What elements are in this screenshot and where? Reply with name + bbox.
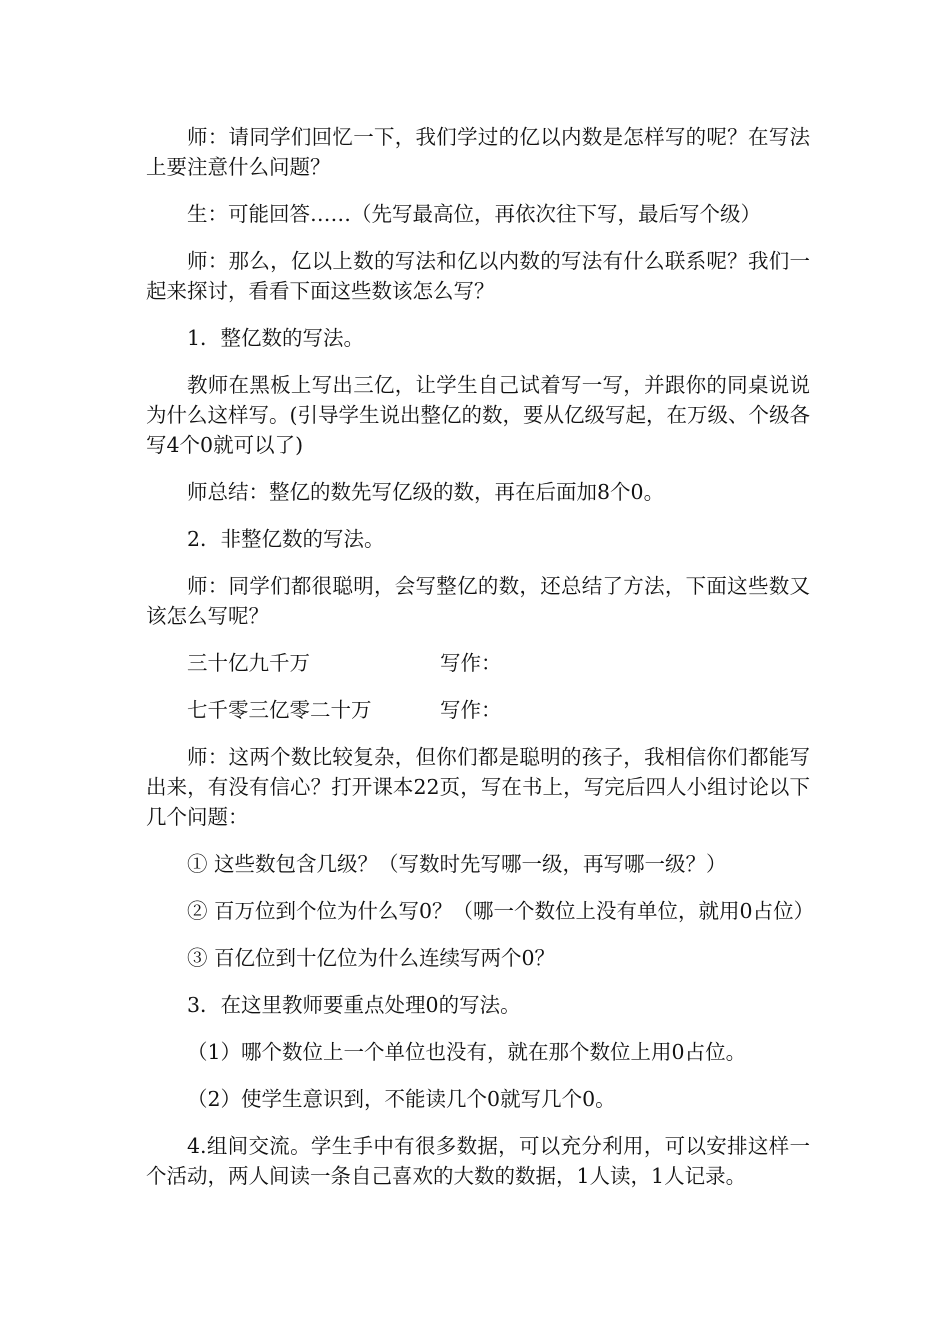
paragraph-teacher-prompt: 师：同学们都很聪明，会写整亿的数，还总结了方法，下面这些数又该怎么写呢？ xyxy=(146,574,810,628)
paragraph-student-answer: 生：可能回答……（先写最高位，再依次往下写，最后写个级） xyxy=(187,202,761,226)
question-1: ① 这些数包含几级？（写数时先写哪一级，再写哪一级？） xyxy=(187,852,727,876)
exercise-label: 写作： xyxy=(440,651,502,675)
section-heading-3: 3．在这里教师要重点处理0的写法。 xyxy=(187,993,521,1017)
paragraph-group-exchange: 4.组间交流。学生手中有很多数据，可以充分利用，可以安排这样一个活动，两人间读一条自己喜欢的大数的数据，1人读，1人记录。 xyxy=(146,1134,810,1188)
question-3: ③ 百亿位到十亿位为什么连续写两个0？ xyxy=(187,946,556,970)
section-heading-1: 1．整亿数的写法。 xyxy=(187,326,365,350)
question-2: ② 百万位到个位为什么写0？（哪一个数位上没有单位，就用0占位） xyxy=(187,899,815,923)
document-page xyxy=(146,122,815,1208)
paragraph-teacher-transition: 师：那么，亿以上数的写法和亿以内数的写法有什么联系呢？我们一起来探讨，看看下面这些数该怎么写？ xyxy=(146,249,810,303)
sub-item-2: （2）使学生意识到，不能读几个0就写几个0。 xyxy=(187,1087,616,1111)
paragraph-blackboard: 教师在黑板上写出三亿，让学生自己试着写一写，并跟你的同桌说说为什么这样写。(引导学生说出整亿的数，要从亿级写起，在万级、个级各写4个0就可以了) xyxy=(146,373,810,457)
exercise-label: 写作： xyxy=(440,698,502,722)
exercise-number: 三十亿九千万 xyxy=(187,651,310,675)
exercise-row xyxy=(146,695,810,725)
paragraph-teacher-instructions: 师：这两个数比较复杂，但你们都是聪明的孩子，我相信你们都能写出来，有没有信心？打开课本22页，写在书上，写完后四人小组讨论以下几个问题： xyxy=(146,745,810,829)
exercise-row xyxy=(146,648,810,678)
sub-item-1: （1）哪个数位上一个单位也没有，就在那个数位上用0占位。 xyxy=(187,1040,747,1064)
section-heading-2: 2．非整亿数的写法。 xyxy=(187,527,385,551)
paragraph-teacher-summary: 师总结：整亿的数先写亿级的数，再在后面加8个0。 xyxy=(187,480,665,504)
exercise-number: 七千零三亿零二十万 xyxy=(187,698,372,722)
paragraph-teacher-question: 师：请同学们回忆一下，我们学过的亿以内数是怎样写的呢？在写法上要注意什么问题？ xyxy=(146,125,810,179)
